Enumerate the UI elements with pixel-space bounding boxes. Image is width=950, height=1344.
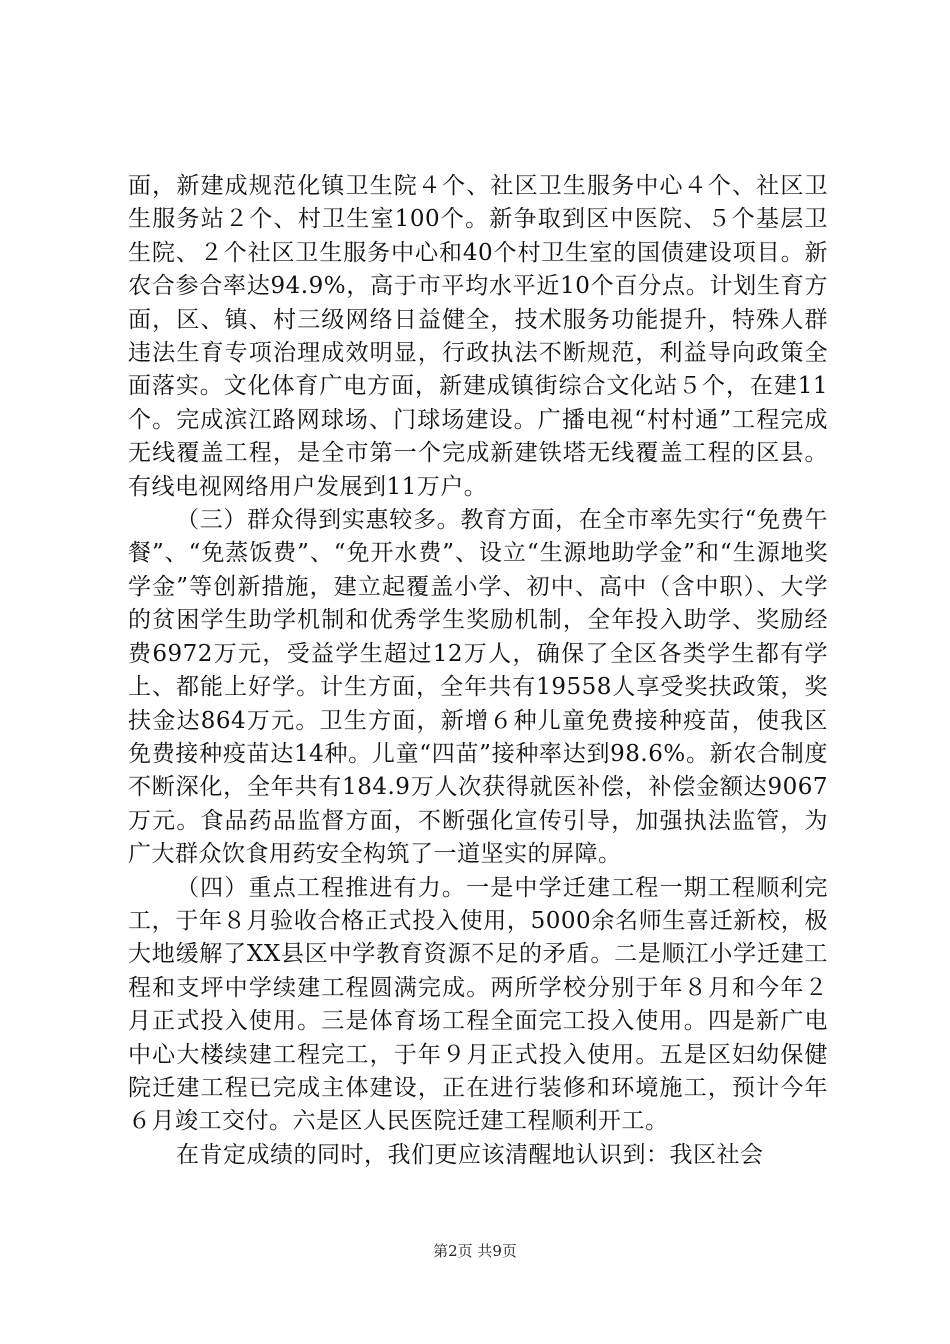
paragraph-public-benefits: （三）群众得到实惠较多。教育方面，在全市率先实行“免费午餐”、“免蒸饭费”、“免开水费”、设立“生源地助学金”和“生源地奖学金”等创新措施，建立起覆盖小学、初中、高中（含中职）、大学的贫困学生助学机制和优秀学生奖励机制，全年投入助学、奖励经费6972万元，受益学生超过12万人，确保了全区各类学生都有学上、都能上好学。计生方面，全年共有19558人享受奖扶政策，奖扶金达864万元。卫生方面，新增６种儿童免费接种疫苗，使我区免费接种疫苗达14种。儿童“四苗”接种率达到98.6%。新农合制度不断深化，全年共有184.9万人次获得就医补偿，补偿金额达9067万元。食品药品监督方面，不断强化宣传引导，加强执法监管，为广大群众饮食用药安全构筑了一道坚实的屏障。 [128, 507, 828, 868]
paragraph-reflection: 在肯定成绩的同时，我们更应该清醒地认识到：我区社会 [176, 1141, 764, 1168]
document-body [128, 170, 828, 1172]
paragraph-key-projects: （四）重点工程推进有力。一是中学迁建工程一期工程顺利完工，于年８月验收合格正式投入使用，5000余名师生喜迁新校，极大地缓解了XX县区中学教育资源不足的矛盾。二是顺江小学迁建工程和支坪中学续建工程圆满完成。两所学校分别于年８月和今年２月正式投入使用。三是体育场工程全面完工投入使用。四是新广电中心大楼续建工程完工，于年９月正式投入使用。五是区妇幼保健院迁建工程已完成主体建设，正在进行装修和环境施工，预计今年６月竣工交付。六是区人民医院迁建工程顺利开工。 [128, 874, 828, 1135]
paragraph-health-culture: 面，新建成规范化镇卫生院４个、社区卫生服务中心４个、社区卫生服务站２个、村卫生室100个。新争取到区中医院、５个基层卫生院、２个社区卫生服务中心和40个村卫生室的国债建设项目。新农合参合率达94.9%，高于市平均水平近10个百分点。计划生育方面，区、镇、村三级网络日益健全，技术服务功能提升，特殊人群违法生育专项治理成效明显，行政执法不断规范，利益导向政策全面落实。文化体育广电方面，新建成镇街综合文化站５个，在建11个。完成滨江路网球场、门球场建设。广播电视“村村通”工程完成无线覆盖工程，是全市第一个完成新建铁塔无线覆盖工程的区县。有线电视网络用户发展到11万户。 [128, 173, 828, 500]
page-number-footer: 第2页 共9页 [433, 1242, 517, 1260]
